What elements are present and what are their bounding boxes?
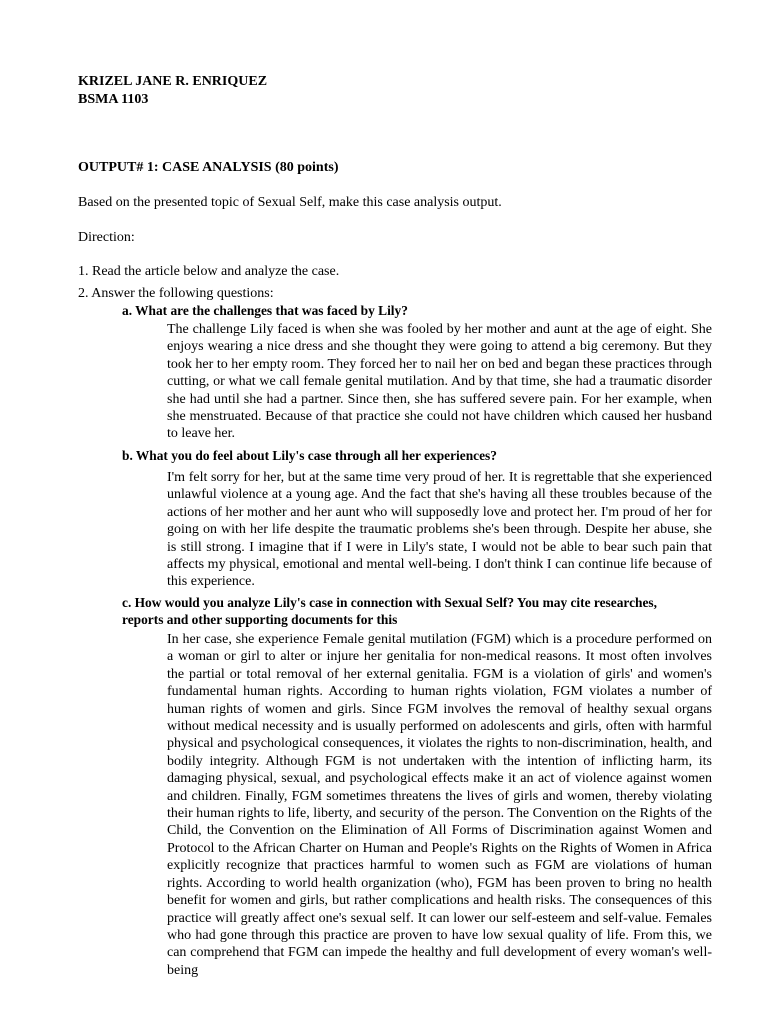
question-c: c. How would you analyze Lily's case in connection with Sexual Self? You may cite researches, reports and other supporting documents for this <box>122 595 657 628</box>
output-title: OUTPUT# 1: CASE ANALYSIS (80 points) <box>78 160 339 175</box>
answer-a: The challenge Lily faced is when she was fooled by her mother and aunt at the age of eight. She enjoys wearing a nice dress and she thought they were going to attend a big ceremony. But they took her to her empty room. They forced her to nail her on bed and began these practices through cutting, or what we call female genital mutilation. And by that time, she had a traumatic disorder she had until she had a partner. Since then, she has suffered severe pain. For her example, when she menstruated. Because of that practice she could not have children which caused her husband to leave her. <box>167 322 712 442</box>
direction-label: Direction: <box>78 230 135 245</box>
course-code: BSMA 1103 <box>78 92 149 107</box>
author-name: KRIZEL JANE R. ENRIQUEZ <box>78 74 268 89</box>
answer-c: In her case, she experience Female genital mutilation (FGM) which is a procedure performed on a woman or girl to alter or injure her genitalia for non-medical reasons. It most often involves the partial or total removal of her external genitalia. FGM is a violation of girls' and women's fundamental human rights. According to human rights violation, FGM violates a number of human rights of women and girls. Since FGM involves the removal of healthy sexual organs without medical necessity and is usually performed on adolescents and girls, often with harmful physical and psychological consequences, it violates the rights to non-discrimination, health, and bodily integrity. Although FGM is not undertaken with the intention of inflicting harm, its damaging physical, sexual, and psychological effects make it an act of violence against women and children. Finally, FGM sometimes threatens the lives of girls and women, thereby violating their human rights to life, liberty, and security of the person. The Convention on the Rights of the Child, the Convention on the Elimination of All Forms of Discrimination against Women and Protocol to the African Charter on Human and People's Rights on the Rights of Women in Africa explicitly recognize that practices harmful to women such as FGM are violations of human rights. According to world health organization (who), FGM has been proven to bring no health benefit for women and girls, but rather complications and health risks. The consequences of this practice will greatly affect one's sexual self. It can lower our self-esteem and self-value. Females who had gone through this practice are proven to have low sexual quality of life. From this, we can comprehend that FGM can impede the healthy and full development of every woman's well- being <box>167 632 712 978</box>
direction-step-2: 2. Answer the following questions: <box>78 286 274 301</box>
question-b: b. What you do feel about Lily's case through all her experiences? <box>122 448 497 463</box>
answer-b: I'm felt sorry for her, but at the same time very proud of her. It is regrettable that she experienced unlawful violence at a young age. And the fact that she's having all these troubles because of the actions of her mother and her aunt who will supposedly love and protect her. I'm proud of her for going on with her life despite the traumatic problems she's been through. Despite her abuse, she is still strong. I imagine that if I were in Lily's state, I would not be able to bear such pain that affects my physical, emotional and mental well-being. I don't think I can continue life because of this experience. <box>167 470 712 590</box>
question-a: a. What are the challenges that was faced by Lily? <box>122 303 408 318</box>
instruction-text: Based on the presented topic of Sexual Self, make this case analysis output. <box>78 195 502 210</box>
direction-step-1: 1. Read the article below and analyze the case. <box>78 264 340 279</box>
